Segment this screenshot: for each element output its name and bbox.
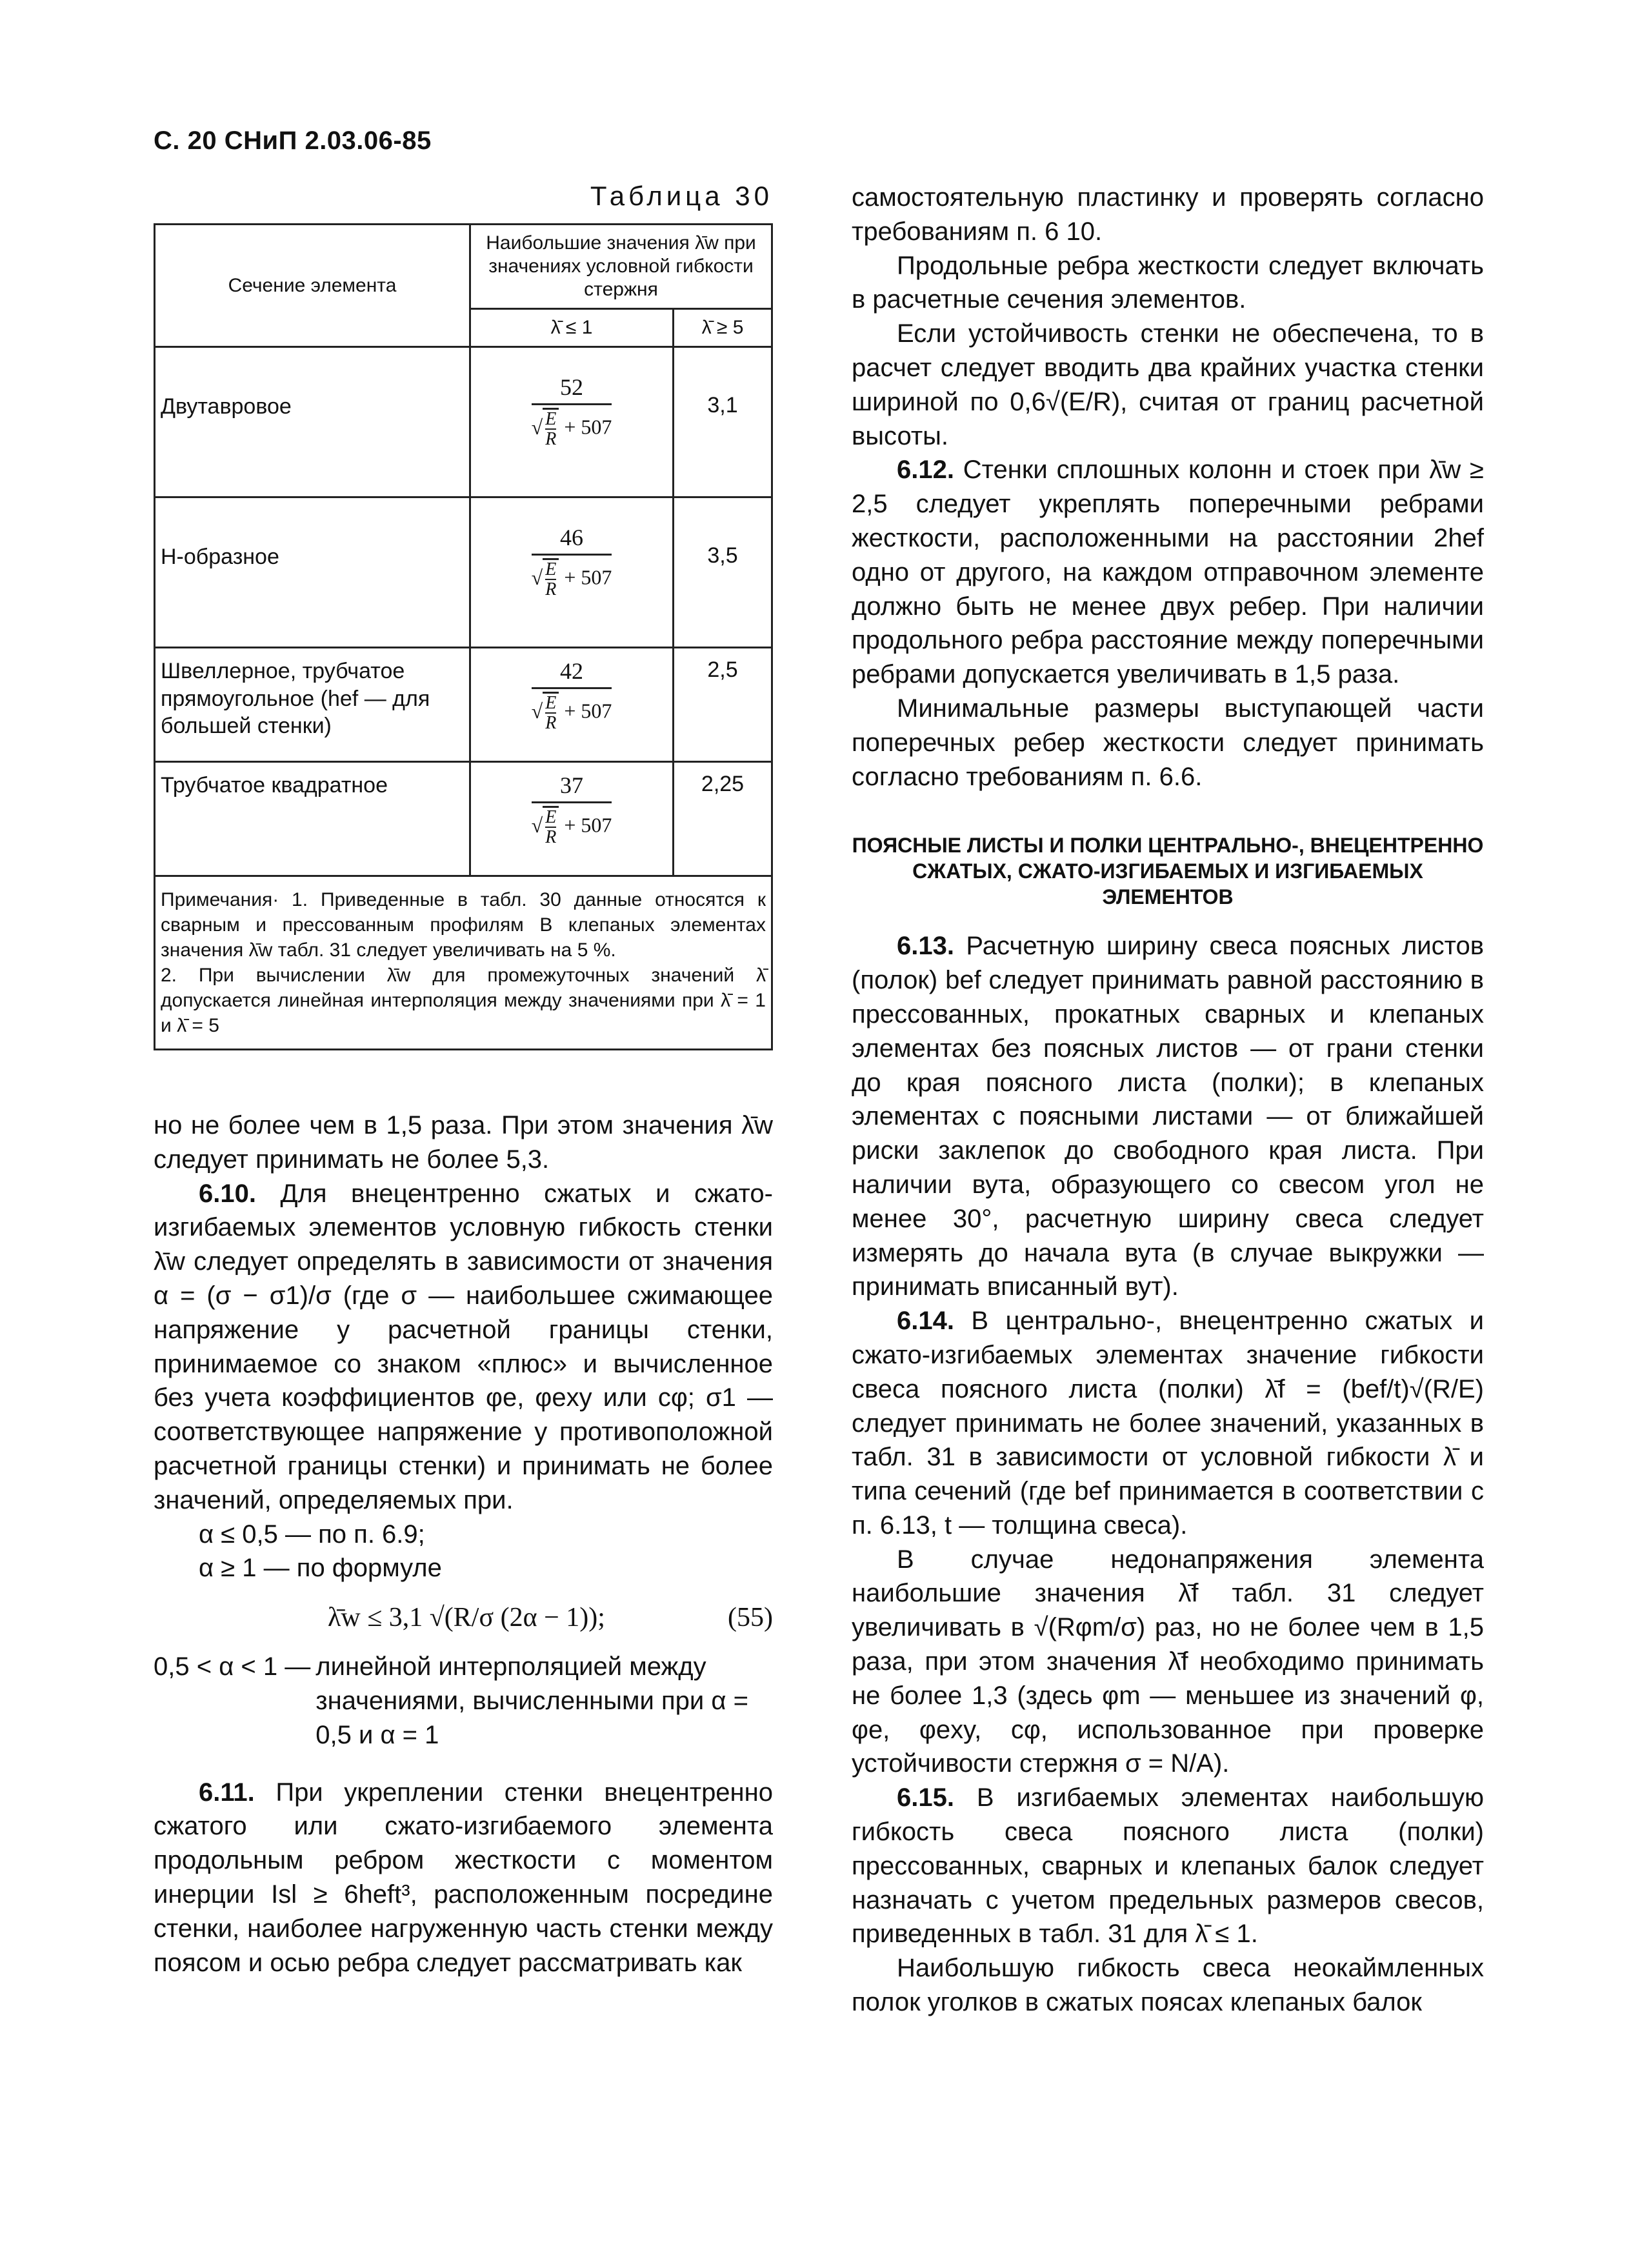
subheader-1: λ̄ ≤ 1 <box>470 309 674 347</box>
sqrt-sign: √ <box>531 699 543 723</box>
condition-3-text: линейной интерполяцией между значениями, вычисленными при α = 0,5 и α = 1 <box>315 1652 748 1749</box>
sqrt-sign: √ <box>531 415 543 439</box>
formula-fraction <box>532 524 612 599</box>
condition-2: α ≥ 1 — по формуле <box>199 1554 442 1583</box>
sqrt-sign: √ <box>531 565 543 589</box>
clause-text: В центрально-, внецентренно сжатых и сжато-изгибаемых элементах значение гибкости свеса поясного листа (полки) λ̄f = (bef/t)√(R/E) следует принимать не более значений, указанных в табл. 31 в зависимости от условной гибкости λ̄ и типа сечений (где bef принимается в соответствии с п. 6.13, t — толщина свеса). <box>852 1307 1484 1540</box>
row-formula <box>470 497 674 648</box>
section-title: ПОЯСНЫЕ ЛИСТЫ И ПОЛКИ ЦЕНТРАЛЬНО-, ВНЕЦЕНТРЕННО СЖАТЫХ, СЖАТО-ИЗГИБАЕМЫХ И ИЗГИБАЕМЫХ ЭЛЕМЕНТОВ <box>852 834 1484 909</box>
paragraph-6-14 <box>852 1304 1484 1543</box>
paragraph-6-12 <box>852 453 1484 692</box>
row-value: 2,25 <box>674 762 772 876</box>
row-name: Н-образное <box>155 497 470 648</box>
formula-fraction <box>532 772 612 847</box>
formula-fraction <box>532 657 612 733</box>
clause-number: 6.14. <box>897 1307 954 1336</box>
clause-text: В изгибаемых элементах наибольшую гибкость свеса поясного листа (полки) прессованных, сварных и клепаных балок следует назначать с учетом предельных размеров свесов, приведенных в табл. 31 для λ̄ ≤ 1. <box>852 1783 1484 1949</box>
row-value: 3,5 <box>674 497 772 648</box>
row-value: 2,5 <box>674 648 772 762</box>
e-over-r: $\frac{E}{R}$ <box>545 693 557 734</box>
table-row <box>155 497 772 648</box>
clause-number: 6.11. <box>199 1778 255 1807</box>
sqrt-sign: √ <box>531 813 543 837</box>
row-formula <box>470 347 674 497</box>
left-column <box>154 181 773 1980</box>
formula-fraction <box>532 374 612 449</box>
paragraph-r3: Если устойчивость стенки не обеспечена, то в расчет следует вводить два крайних участка стенки шириной по 0,6√(E/R), считая от границ расчетной высоты. <box>852 319 1484 450</box>
paragraph-6-15 <box>852 1781 1484 1951</box>
formula-numerator: 46 <box>532 524 612 556</box>
paragraph-6-11 <box>154 1776 773 1980</box>
paragraph-r2: Продольные ребра жесткости следует включать в расчетные сечения элементов. <box>852 251 1484 314</box>
formula-numerator: 42 <box>532 657 612 689</box>
clause-number: 6.13. <box>897 932 954 961</box>
table-row <box>155 762 772 876</box>
paragraph-cont: но не более чем в 1,5 раза. При этом значения λ̄w следует принимать не более 5,3. <box>154 1111 773 1174</box>
col-section-header: Сечение элемента <box>155 225 470 347</box>
condition-3-label: 0,5 < α < 1 — <box>154 1652 311 1681</box>
clause-number: 6.10. <box>199 1179 256 1208</box>
note-2: 2. При вычислении λ̄w для промежуточных значений λ̄ допускается линейная интерполяция между значениями при λ̄ = 1 и λ̄ = 5 <box>161 965 766 1036</box>
formula-numerator: 52 <box>532 374 612 405</box>
sqrt-body <box>543 806 559 847</box>
table-notes-row <box>155 876 772 1050</box>
formula-55-expr: λ̄w ≤ 3,1 √(R/σ (2α − 1)); <box>328 1603 605 1633</box>
sqrt-body <box>543 408 559 449</box>
col-group-header: Наибольшие значения λ̄w при значениях условной гибкости стержня <box>470 225 772 309</box>
clause-number: 6.12. <box>897 456 954 485</box>
row-name: Двутавровое <box>155 347 470 497</box>
clause-text: Стенки сплошных колонн и стоек при λ̄w ≥ 2,5 следует укреплять поперечными ребрами жесткости, расположенными на расстоянии 2hef одно от другого, на каждом отправочном элементе должно быть не менее двух ребер. При наличии продольного ребра расстояние между поперечными ребрами допускается увеличивать в 1,5 раза. <box>852 456 1484 689</box>
clause-number: 6.15. <box>897 1783 954 1812</box>
condition-3 <box>154 1650 773 1752</box>
formula-55 <box>154 1585 773 1650</box>
clause-text: Для внецентренно сжатых и сжато-изгибаемых элементов условную гибкость стенки λ̄w следует определять в зависимости от значения α = (σ − σ1)/σ (где σ — наибольшее сжимающее напряжение у расчетной границы стенки, принимаемое со знаком «плюс» и вычисленное без учета коэффициентов φe, φexy или cφ; σ1 — соответствующее напряжение у противоположной расчетной границы стенки) и принимать не более значений, определяемых при. <box>154 1179 773 1514</box>
table-caption: Таблица 30 <box>590 181 773 211</box>
e-over-r: $\frac{E}{R}$ <box>545 409 557 450</box>
subheader-2: λ̄ ≥ 5 <box>674 309 772 347</box>
formula-55-number: (55) <box>728 1603 773 1633</box>
row-name: Швеллерное, трубчатое прямоугольное (hef — для большей стенки) <box>155 648 470 762</box>
right-column <box>852 181 1484 2020</box>
sqrt-body <box>543 558 559 599</box>
row-formula <box>470 648 674 762</box>
note-1: Примечания· 1. Приведенные в табл. 30 данные относятся к сварным и прессованным профилям В клепаных элементах значения λ̄w табл. 31 следует увеличивать на 5 %. <box>161 889 766 961</box>
sqrt-body <box>543 692 559 733</box>
formula-denominator: √ $\frac{E}{R}$ + 507 <box>531 559 612 600</box>
formula-denominator: √ $\frac{E}{R}$ + 507 <box>531 693 612 734</box>
clause-text: При укреплении стенки внецентренно сжатого или сжато-изгибаемого элемента продольным ребром жесткости с моментом инерции Isl ≥ 6heft³, расположенным посредине стенки, наиболее нагруженную часть стенки между поясом и осью ребра следует рассматривать как <box>154 1778 773 1977</box>
table-header-row <box>155 225 772 309</box>
paragraph-6-10 <box>154 1177 773 1518</box>
table-row <box>155 347 772 497</box>
paragraph-6-13 <box>852 929 1484 1304</box>
table-row <box>155 648 772 762</box>
formula-numerator: 37 <box>532 772 612 803</box>
row-formula <box>470 762 674 876</box>
table-notes <box>155 876 772 1050</box>
row-value: 3,1 <box>674 347 772 497</box>
table-30 <box>154 223 773 1050</box>
e-over-r: $\frac{E}{R}$ <box>545 559 557 600</box>
clause-text: Расчетную ширину свеса поясных листов (полок) bef следует принимать равной расстоянию в прессованных, прокатных сварных и клепаных элементах без поясных листов — от грани стенки до края поясного листа (полки); в клепаных элементах с поясными листами — от ближайшей риски заклепок до свободного края листа. При наличии вута, образующего со свесом угол не менее 30°, расчетную ширину свеса следует измерять до начала вута (в случае выкружки — принимать вписанный вут). <box>852 932 1484 1301</box>
formula-denominator: √ $\frac{E}{R}$ + 507 <box>531 409 612 450</box>
page-header: С. 20 СНиП 2.03.06-85 <box>154 126 432 155</box>
paragraph-r4: Минимальные размеры выступающей части поперечных ребер жесткости следует принимать согласно требованиям п. 6.6. <box>852 694 1484 791</box>
condition-1: α ≤ 0,5 — по п. 6.9; <box>199 1520 425 1549</box>
paragraph-r6: Наибольшую гибкость свеса неокаймленных полок уголков в сжатых поясах клепаных балок <box>852 1954 1484 2017</box>
paragraph-r1: самостоятельную пластинку и проверять согласно требованиям п. 6 10. <box>852 183 1484 246</box>
row-name: Трубчатое квадратное <box>155 762 470 876</box>
formula-denominator: √ $\frac{E}{R}$ + 507 <box>531 807 612 848</box>
e-over-r: $\frac{E}{R}$ <box>545 807 557 848</box>
paragraph-r5: В случае недонапряжения элемента наибольшие значения λ̄f табл. 31 следует увеличивать в √(Rφm/σ) раз, но не более чем в 1,5 раза, при этом значения λ̄f необходимо принимать не более 1,3 (здесь φm — меньшее из значений φ, φe, φexy, cφ, использованное при проверке устойчивости стержня σ = N/A). <box>852 1545 1484 1778</box>
